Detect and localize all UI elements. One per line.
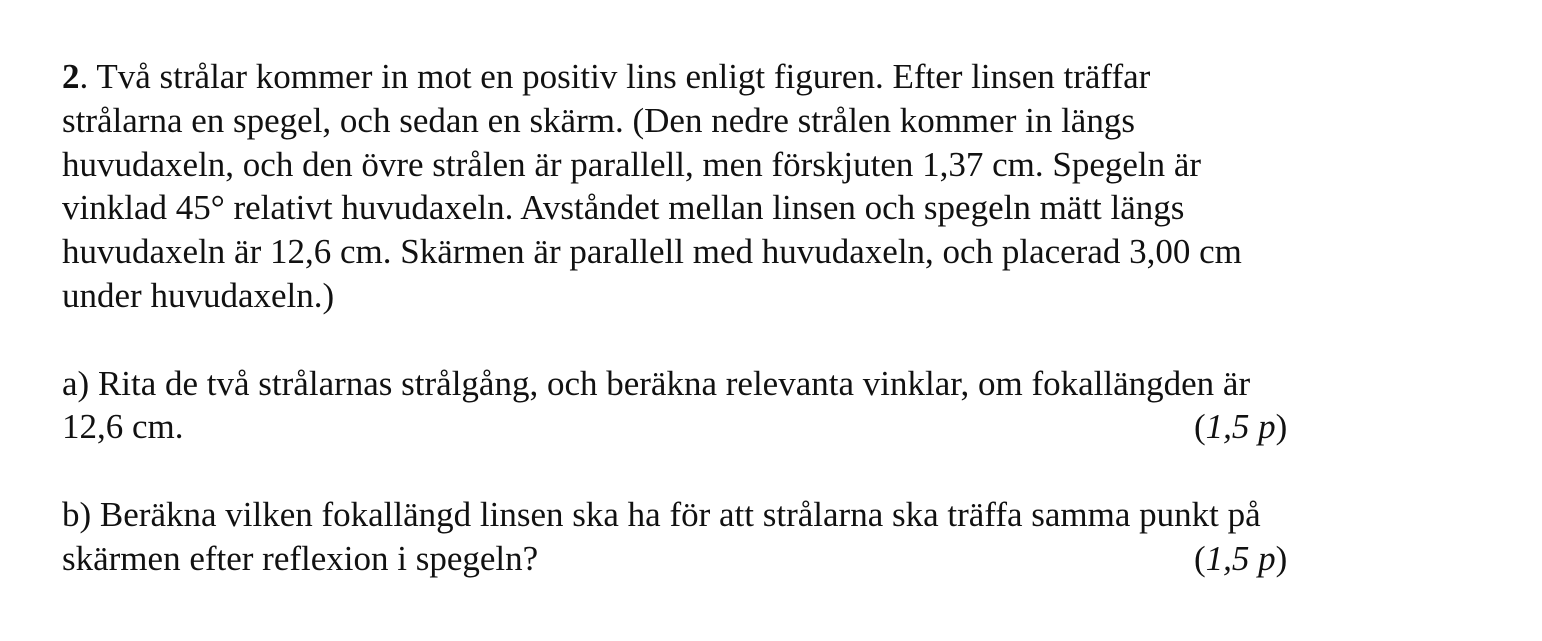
problem-document [62, 55, 1362, 581]
part-b-points-value: 1,5 p [1205, 538, 1276, 578]
problem-number: 2 [62, 57, 80, 96]
problem-intro-line-1 [62, 55, 1362, 99]
part-b-points: (1,5 p) [1194, 538, 1288, 578]
part-b-text-2: skärmen efter reflexion i spegeln? [62, 538, 539, 578]
paragraph-gap [62, 318, 1362, 362]
part-a-line-1: a) Rita de två strålarnas strålgång, och beräkna relevanta vinklar, om fokallängden är [62, 363, 1251, 403]
problem-intro-line-4: vinklad 45° relativt huvudaxeln. Avståndet mellan linsen och spegeln mätt längs [62, 188, 1185, 228]
part-b-line-2 [62, 537, 1362, 581]
problem-intro-line-3: huvudaxeln, och den övre strålen är parallell, men förskjuten 1,37 cm. Spegeln är [62, 144, 1202, 184]
intro-text-1: . Två strålar kommer in mot en positiv lins enligt figuren. Efter linsen träffar [79, 57, 1151, 96]
problem-intro-line-6: under huvudaxeln.) [62, 275, 335, 315]
part-a-points-value: 1,5 p [1205, 407, 1276, 447]
problem-intro-line-2: strålarna en spegel, och sedan en skärm. (Den nedre strålen kommer in längs [62, 100, 1135, 140]
paragraph-gap [62, 449, 1362, 493]
part-a-points: (1,5 p) [1194, 407, 1288, 447]
part-b-line-1: b) Beräkna vilken fokallängd linsen ska ha för att strålarna ska träffa samma punkt på [62, 494, 1261, 534]
part-a-text-2: 12,6 cm. [62, 407, 184, 447]
part-a-line-2 [62, 405, 1362, 449]
problem-intro-line-5: huvudaxeln är 12,6 cm. Skärmen är parallell med huvudaxeln, och placerad 3,00 cm [62, 232, 1242, 272]
